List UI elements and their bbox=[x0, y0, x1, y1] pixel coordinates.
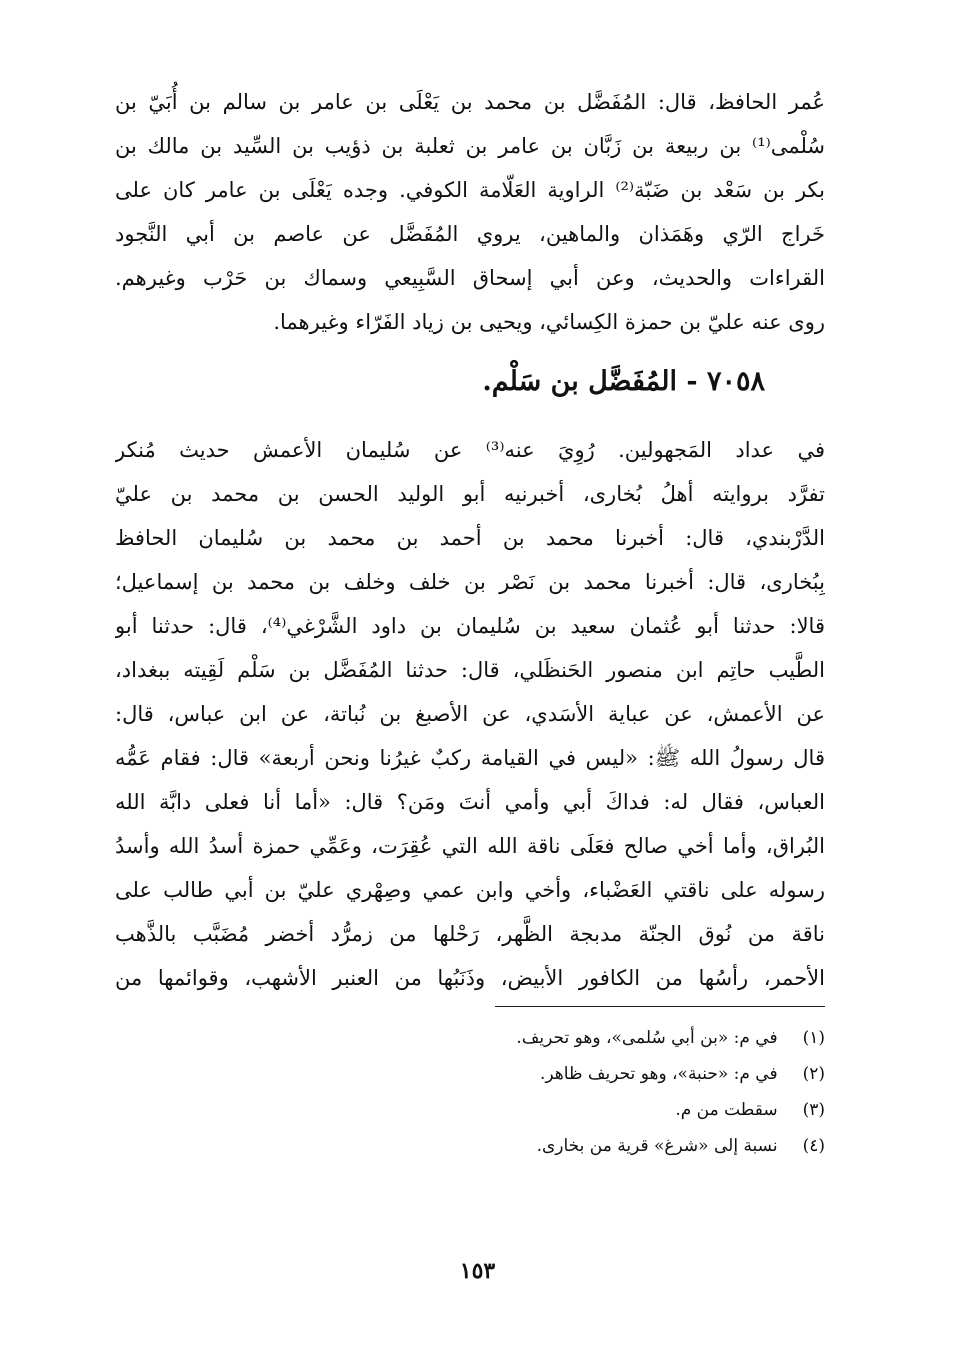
footnote-number: (٤) bbox=[802, 1136, 825, 1156]
text-line: عن الأعمش، عن عباية الأسَدي، عن الأصبغ بن نُباتة، عن ابن عباس، قال: bbox=[115, 702, 825, 726]
footnotes bbox=[225, 1020, 825, 1164]
entry-paragraph bbox=[115, 428, 825, 1000]
text-line: قالا: حدثنا أبو عُثمان سعيد بن سُليمان بن داود الشَّرْغي⁽⁴⁾، قال: حدثنا أبو bbox=[115, 614, 825, 638]
footnote-item bbox=[225, 1128, 825, 1164]
footnote-item bbox=[225, 1020, 825, 1056]
text-line: العباس، فقال له: فداكَ أبي وأمي أنتَ ومَن؟ قال: «أما أنا فعلى دابَّة الله bbox=[115, 790, 825, 814]
text-line: الدَّرْبندي، قال: أخبرنا محمد بن أحمد بن محمد بن سُليمان الحافظ bbox=[115, 526, 825, 550]
biography-paragraph bbox=[115, 80, 825, 344]
text-line: البُراق، وأما أخي صالح فعَلَى ناقة الله التي عُقِرَت، وعَمِّي حمزة أسدُ الله وأسدُ bbox=[115, 834, 825, 858]
footnote-text: في م: «بن أبي سُلمى»، وهو تحريف. bbox=[516, 1028, 778, 1048]
text-line: ناقة من نُوق الجنّة مدبجة الظَّهر، رَحْلها من زمرُّد أخضر مُضَبَّب بالذَّهب bbox=[115, 922, 825, 946]
text-line: رسوله على ناقتي العَضْباء، وأخي وابن عمي وصِهْري عليّ بن أبي طالب على bbox=[115, 878, 825, 902]
text-line: عُمر الحافظ، قال: المُفَضَّل بن محمد بن يَعْلَى بن عامر بن سالم بن أُبَيّ بن bbox=[115, 90, 825, 114]
text-line: في عداد المَجهولين. رُوِيَ عنه⁽³⁾ عن سُليمان الأعمش حديث مُنكر bbox=[115, 438, 825, 462]
footnote-number: (٣) bbox=[802, 1100, 825, 1120]
footnote-item bbox=[225, 1092, 825, 1128]
text-line: قال رسولُ الله ﷺ: «ليس في القيامة ركبٌ غيرُنا ونحن أربعة» قال: فقام عَمُّه bbox=[115, 746, 825, 770]
text-line: خَراج الرّي وهَمَذان والماهين، يروي المُفَضَّل عن عاصم بن أبي النَّجود bbox=[115, 222, 825, 246]
footnote-divider bbox=[495, 1006, 825, 1007]
page-number: ١٥٣ bbox=[459, 1258, 496, 1284]
text-line: الأحمر، رأسُها من الكافور الأبيض، وذَنَبُها من العنبر الأشهب، وقوائمها من bbox=[115, 966, 825, 990]
footnote-number: (٢) bbox=[802, 1064, 825, 1084]
text-line: بكر بن سَعْد بن ضَبّة⁽²⁾ الراوية العَلّامة الكوفي. وجده يَعْلَى بن عامر كان على bbox=[115, 178, 825, 202]
text-line: القراءات والحديث، وعن أبي إسحاق السَّبِيعي وسماك بن حَرْب وغيرهم. bbox=[115, 266, 825, 290]
footnote-text: نسبة إلى «شرغ» قرية من بخارى. bbox=[536, 1136, 778, 1156]
footnote-text: سقطت من م. bbox=[675, 1100, 778, 1120]
text-line: تفرَّد بروايته أهلُ بُخارى، أخبرنيه أبو الوليد الحسن بن محمد بن عليّ bbox=[115, 482, 825, 506]
text-line: سُلْمى⁽¹⁾ بن ربيعة بن زَبَّان بن عامر بن ثعلبة بن ذؤيب بن السِّيد بن مالك بن bbox=[115, 134, 825, 158]
footnote-number: (١) bbox=[802, 1028, 825, 1048]
text-line: روى عنه عليّ بن حمزة الكِسائي، ويحيى بن زياد الفَرّاء وغيرهما. bbox=[273, 310, 825, 334]
footnote-item bbox=[225, 1056, 825, 1092]
text-line: الطَّيب حاتِم ابن منصور الحَنظَلي، قال: حدثنا المُفَضَّل بن سَلْم لَقِيته ببغداد، bbox=[115, 658, 825, 682]
entry-heading: ٧٠٥٨ - المُفَضَّل بن سَلْم. bbox=[482, 366, 765, 397]
footnote-text: في م: «حنبة»، وهو تحريف ظاهر. bbox=[540, 1064, 778, 1084]
text-line: بِبُخارى، قال: أخبرنا محمد بن نَصْر بن خلف وخلف بن محمد بن إسماعيل؛ bbox=[115, 570, 825, 594]
